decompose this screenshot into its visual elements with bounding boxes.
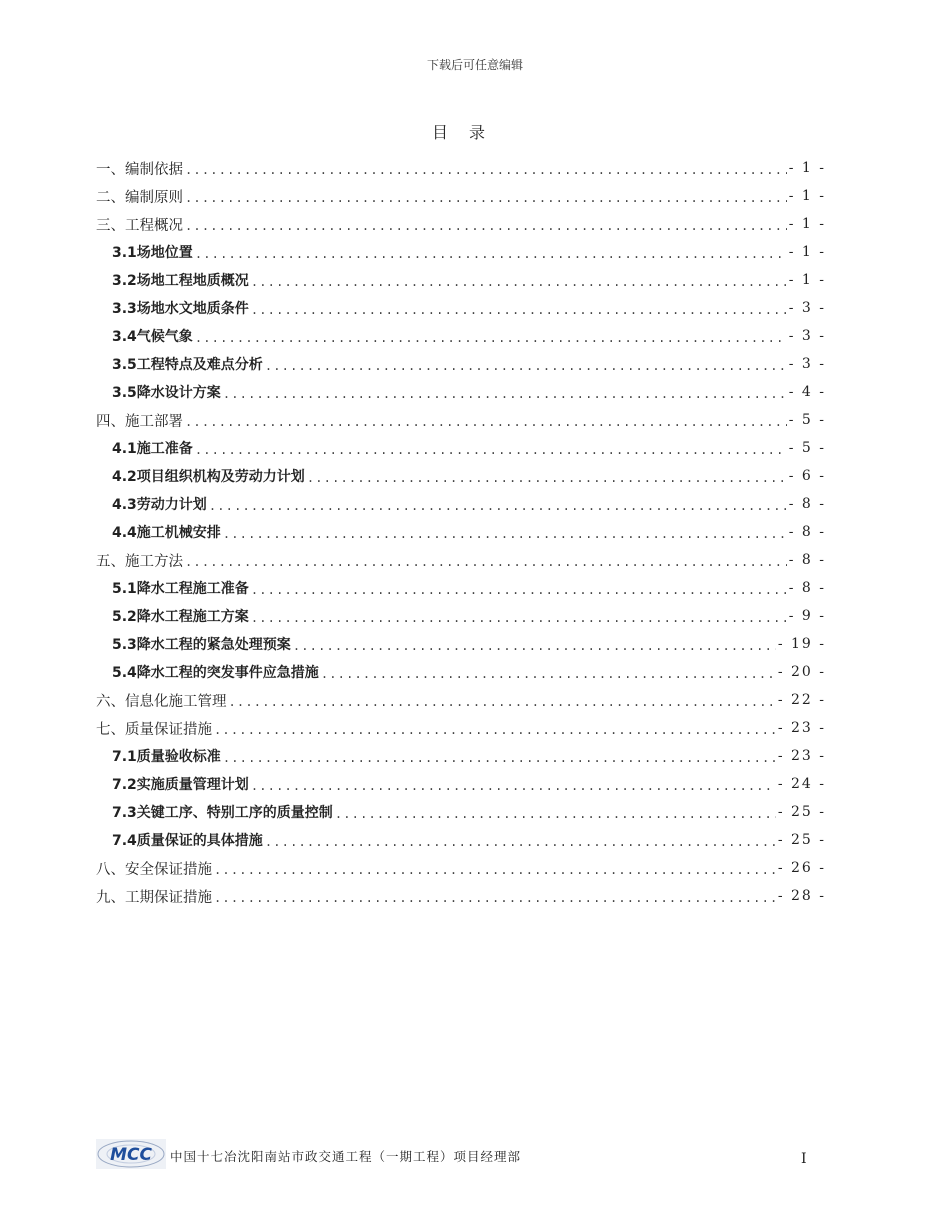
toc-subentry[interactable]	[96, 630, 826, 658]
toc-leader	[229, 694, 776, 710]
toc-entry[interactable]	[96, 882, 826, 910]
toc-entry-label: 3.2场地工程地质概况	[112, 273, 249, 289]
toc-entry-label: 5.2降水工程施工方案	[112, 609, 249, 625]
mcc-logo	[96, 1139, 166, 1169]
toc-entry-page: - 8 -	[788, 580, 826, 596]
toc-leader	[185, 190, 787, 206]
toc-entry-page: - 25 -	[777, 832, 826, 848]
toc-entry-label: 五、施工方法	[96, 553, 183, 570]
toc-title: 目 录	[431, 123, 494, 142]
toc-entry-label: 7.1质量验收标准	[112, 749, 221, 765]
toc-entry-page: - 28 -	[777, 888, 826, 904]
toc-leader	[195, 246, 787, 262]
page-number: I	[801, 1151, 807, 1167]
toc-entry-label: 三、工程概况	[96, 217, 183, 234]
toc-subentry[interactable]	[96, 490, 826, 518]
toc-subentry[interactable]	[96, 378, 826, 406]
toc-entry-page: - 8 -	[788, 496, 826, 512]
toc-entry-label: 4.1施工准备	[112, 441, 193, 457]
toc-subentry[interactable]	[96, 322, 826, 350]
toc-entry-label: 3.1场地位置	[112, 245, 193, 261]
toc-entry-label: 3.3场地水文地质条件	[112, 301, 249, 317]
toc-entry-label: 5.4降水工程的突发事件应急措施	[112, 665, 319, 681]
toc-leader	[251, 610, 787, 626]
toc-leader	[214, 862, 776, 878]
toc-entry-page: - 1 -	[788, 216, 826, 232]
toc-entry-label: 六、信息化施工管理	[96, 693, 227, 710]
toc-entry-label: 7.4质量保证的具体措施	[112, 833, 263, 849]
toc-leader	[209, 498, 787, 514]
toc-leader	[307, 470, 787, 486]
toc-leader	[195, 442, 787, 458]
toc-subentry[interactable]	[96, 658, 826, 686]
toc-leader	[251, 274, 787, 290]
toc-entry-page: - 1 -	[788, 160, 826, 176]
toc-entry-page: - 1 -	[788, 244, 826, 260]
toc-leader	[251, 778, 776, 794]
toc-entry-page: - 8 -	[788, 552, 826, 568]
toc-entry-page: - 4 -	[788, 384, 826, 400]
toc-entry-label: 四、施工部署	[96, 413, 183, 430]
toc-entry-page: - 25 -	[777, 804, 826, 820]
toc-subentry[interactable]	[96, 238, 826, 266]
toc-entry-label: 九、工期保证措施	[96, 889, 212, 906]
toc-leader	[321, 666, 776, 682]
table-of-contents	[96, 154, 826, 910]
header-note: 下载后可任意编辑	[426, 58, 523, 72]
toc-entry[interactable]	[96, 182, 826, 210]
toc-leader	[185, 162, 787, 178]
toc-entry-page: - 23 -	[777, 748, 826, 764]
toc-subentry[interactable]	[96, 266, 826, 294]
toc-entry-label: 八、安全保证措施	[96, 861, 212, 878]
toc-entry-page: - 1 -	[788, 188, 826, 204]
toc-leader	[214, 722, 776, 738]
toc-entry-page: - 3 -	[788, 300, 826, 316]
toc-entry-page: - 22 -	[777, 692, 826, 708]
toc-entry-label: 3.4气候气象	[112, 329, 193, 345]
toc-leader	[214, 890, 776, 906]
toc-entry-label: 3.5工程特点及难点分析	[112, 357, 263, 373]
toc-entry-page: - 3 -	[788, 356, 826, 372]
toc-leader	[223, 386, 787, 402]
toc-subentry[interactable]	[96, 518, 826, 546]
toc-entry[interactable]	[96, 714, 826, 742]
toc-leader	[185, 218, 787, 234]
toc-subentry[interactable]	[96, 350, 826, 378]
toc-entry-page: - 6 -	[788, 468, 826, 484]
toc-entry[interactable]	[96, 854, 826, 882]
toc-entry-label: 7.2实施质量管理计划	[112, 777, 249, 793]
footer-organization: 中国十七冶沈阳南站市政交通工程（一期工程）项目经理部	[170, 1149, 522, 1164]
toc-entry-page: - 20 -	[777, 664, 826, 680]
toc-entry-page: - 8 -	[788, 524, 826, 540]
toc-subentry[interactable]	[96, 462, 826, 490]
toc-entry-page: - 26 -	[777, 860, 826, 876]
toc-leader	[335, 806, 776, 822]
toc-entry-label: 4.2项目组织机构及劳动力计划	[112, 469, 305, 485]
toc-leader	[265, 834, 776, 850]
toc-subentry[interactable]	[96, 602, 826, 630]
toc-entry[interactable]	[96, 546, 826, 574]
toc-entry-page: - 3 -	[788, 328, 826, 344]
toc-leader	[265, 358, 787, 374]
toc-entry-label: 4.4施工机械安排	[112, 525, 221, 541]
toc-entry-page: - 5 -	[788, 440, 826, 456]
toc-subentry[interactable]	[96, 574, 826, 602]
toc-entry-label: 二、编制原则	[96, 189, 183, 206]
toc-entry[interactable]	[96, 210, 826, 238]
toc-entry-page: - 24 -	[777, 776, 826, 792]
toc-entry-label: 5.1降水工程施工准备	[112, 581, 249, 597]
toc-leader	[223, 750, 776, 766]
toc-entry[interactable]	[96, 686, 826, 714]
toc-leader	[185, 414, 787, 430]
toc-entry-page: - 9 -	[788, 608, 826, 624]
toc-subentry[interactable]	[96, 770, 826, 798]
toc-entry[interactable]	[96, 154, 826, 182]
mcc-logo-text: MCC	[110, 1145, 152, 1165]
toc-entry-page: - 23 -	[777, 720, 826, 736]
toc-leader	[185, 554, 787, 570]
toc-entry-label: 4.3劳动力计划	[112, 497, 207, 513]
toc-entry-label: 5.3降水工程的紧急处理预案	[112, 637, 291, 653]
toc-entry-label: 3.5降水设计方案	[112, 385, 221, 401]
toc-entry-label: 一、编制依据	[96, 161, 183, 178]
toc-entry-page: - 5 -	[788, 412, 826, 428]
toc-leader	[251, 582, 787, 598]
toc-entry-page: - 19 -	[777, 636, 826, 652]
toc-entry-label: 7.3关键工序、特别工序的质量控制	[112, 805, 333, 821]
toc-subentry[interactable]	[96, 826, 826, 854]
toc-entry-page: - 1 -	[788, 272, 826, 288]
toc-subentry[interactable]	[96, 294, 826, 322]
toc-leader	[195, 330, 787, 346]
toc-leader	[293, 638, 776, 654]
toc-leader	[251, 302, 787, 318]
toc-subentry[interactable]	[96, 798, 826, 826]
toc-entry[interactable]	[96, 406, 826, 434]
toc-entry-label: 七、质量保证措施	[96, 721, 212, 738]
toc-leader	[223, 526, 787, 542]
toc-subentry[interactable]	[96, 434, 826, 462]
toc-subentry[interactable]	[96, 742, 826, 770]
